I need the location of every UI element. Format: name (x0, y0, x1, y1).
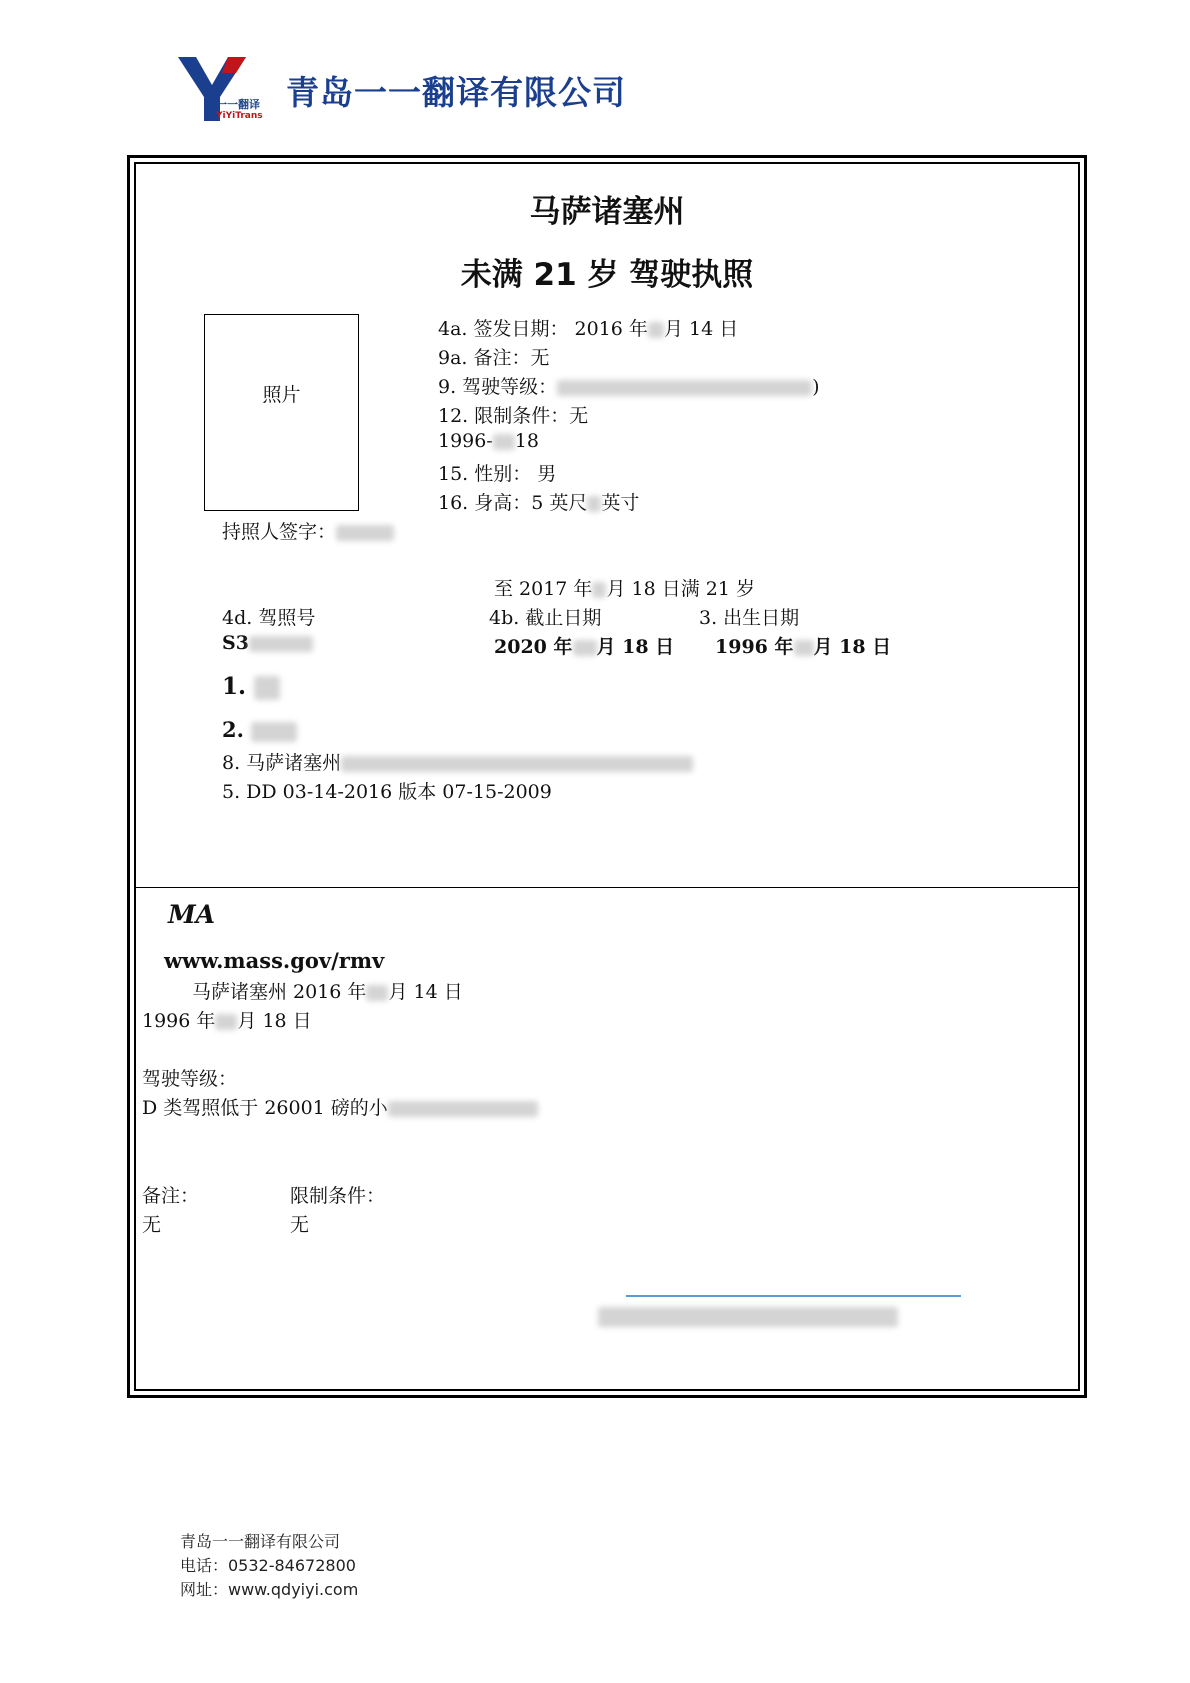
license-no-label: 4d. 驾照号 (222, 607, 316, 629)
expiry-label: 4b. 截止日期 (489, 607, 602, 629)
redacted (251, 722, 297, 742)
redacted (366, 985, 388, 1001)
back-issue-line (192, 977, 463, 1004)
back-class-value (142, 1093, 538, 1120)
license-frame (127, 155, 1087, 1398)
class-label: 9. 驾驶等级： (438, 376, 558, 398)
redacted (254, 676, 280, 700)
redacted (598, 1307, 898, 1327)
expiry-tail: 月 18 日 (596, 636, 675, 658)
redacted-signature (336, 525, 394, 541)
back-dob-tail: 月 18 日 (237, 1010, 312, 1032)
license-title: 未满 21 岁 驾驶执照 (460, 257, 754, 293)
logo-text-cn: 一一翻译 (216, 98, 260, 111)
height-line (438, 488, 639, 515)
license-no-text: S3 (222, 632, 249, 654)
redacted (587, 496, 601, 512)
height-text: 16. 身高：5 英尺 (438, 492, 588, 514)
state-abbr: MA (168, 900, 216, 929)
height-tail: 英寸 (601, 492, 640, 514)
redacted (648, 322, 664, 338)
back-issue-tail: 月 14 日 (388, 981, 463, 1003)
photo-box (204, 314, 359, 511)
redacted-address (341, 756, 693, 772)
footer-company: 青岛一一翻译有限公司 (180, 1532, 341, 1551)
company-name: 青岛一一翻译有限公司 (286, 73, 626, 112)
redacted (249, 636, 313, 652)
back-dob-text: 1996 年 (142, 1010, 216, 1032)
redacted (493, 434, 515, 450)
back-issue-text: 马萨诸塞州 2016 年 (192, 981, 367, 1003)
redacted (557, 380, 812, 396)
back-restrictions-value: 无 (290, 1214, 310, 1236)
website: www.mass.gov/rmv (164, 948, 385, 973)
issue-date-tail: 月 14 日 (663, 318, 739, 340)
name-field-1 (222, 673, 280, 700)
back-remarks-value: 无 (142, 1214, 162, 1236)
issue-date (438, 314, 738, 341)
class-tail: ) (812, 376, 820, 398)
footer-website: 网址：www.qdyiyi.com (180, 1580, 359, 1599)
license-no (222, 632, 313, 654)
name-field-2 (222, 717, 297, 742)
expiry-text: 2020 年 (494, 636, 573, 658)
redacted (388, 1101, 538, 1117)
redacted (794, 640, 814, 656)
dob-short (438, 430, 539, 452)
under21-tail: 月 18 日满 21 岁 (606, 578, 755, 600)
page-footer (180, 1530, 358, 1602)
back-dob-line (142, 1006, 312, 1033)
sex-line: 15. 性别： 男 (438, 463, 557, 485)
back-remarks-label: 备注： (142, 1185, 200, 1207)
birth-tail: 月 18 日 (813, 636, 892, 658)
redacted-bottom-signature (598, 1306, 898, 1327)
signature-line (222, 517, 394, 544)
dob-short-tail: 18 (514, 430, 539, 452)
birth-text: 1996 年 (715, 636, 794, 658)
birth-date (715, 632, 891, 659)
footer-phone: 电话：0532-84672800 (180, 1556, 356, 1575)
address-text: 8. 马萨诸塞州 (222, 752, 342, 774)
issue-date-text: 4a. 签发日期： 2016 年 (438, 318, 648, 340)
redacted (573, 640, 597, 656)
dd-line: 5. DD 03-14-2016 版本 07-15-2009 (222, 781, 552, 803)
expiry-date (494, 632, 674, 659)
logo-text-en: YiYiTrans (216, 111, 263, 121)
birth-label: 3. 出生日期 (699, 607, 800, 629)
page-header (178, 55, 738, 125)
under21-text: 至 2017 年 (494, 578, 593, 600)
dob-short-text: 1996- (438, 430, 493, 452)
restrictions-line: 12. 限制条件：无 (438, 405, 589, 427)
field2-label: 2. (222, 717, 244, 742)
photo-label: 照片 (262, 384, 301, 406)
remarks-line: 9a. 备注：无 (438, 347, 550, 369)
license-state: 马萨诸塞州 (529, 194, 685, 230)
redacted (592, 582, 606, 598)
back-restrictions-label: 限制条件： (290, 1185, 386, 1207)
redacted (215, 1014, 237, 1030)
signature-underline (626, 1295, 961, 1297)
back-class-text: D 类驾照低于 26001 磅的小 (142, 1097, 388, 1119)
field1-label: 1. (222, 673, 247, 700)
license-inner-frame (134, 162, 1080, 1391)
signature-label: 持照人签字： (222, 521, 337, 543)
section-divider (136, 887, 1078, 888)
address-line (222, 748, 693, 775)
back-class-label: 驾驶等级： (142, 1068, 238, 1090)
class-line (438, 372, 820, 399)
under21-line (494, 574, 755, 601)
